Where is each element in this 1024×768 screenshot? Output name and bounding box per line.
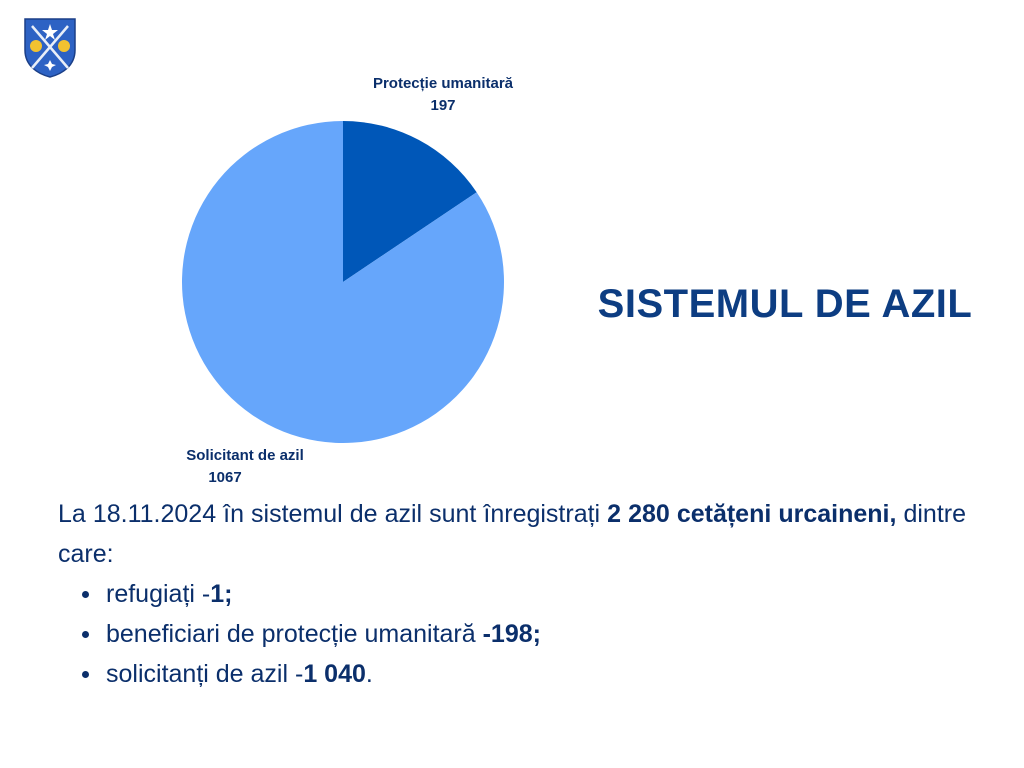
pie-chart [150,60,550,500]
page-title: SISTEMUL DE AZIL [597,282,973,326]
bullet-suffix: . [365,660,373,688]
coat-of-arms-icon [22,16,78,78]
bullet-asylum-seekers [58,654,541,694]
intro-pre: La 18.11.2024 în sistemul de azil sunt înregistrați [58,500,608,528]
slice-label: Protecție umanitară [372,75,514,92]
bullet-list [58,574,541,694]
bullet-value: 1 040 [303,660,366,688]
intro-paragraph [58,494,966,574]
intro-total: 2 280 cetățeni urcaineni, [607,500,897,528]
bullet-refugees [58,574,541,614]
slice-value-label: 1067 [208,469,242,486]
intro-post: dintre care: [58,500,966,568]
bullet-value: -198; [482,620,541,648]
bullet-value: 1; [210,580,233,608]
bullet-label: refugiați - [106,580,211,608]
bullet-humanitarian [58,614,541,654]
bullet-label: beneficiari de protecție umanitară [106,620,483,648]
bullet-label: solicitanți de azil - [106,660,304,688]
slice-label: Solicitant de azil [186,447,304,464]
slice-value-label: 197 [430,97,456,114]
